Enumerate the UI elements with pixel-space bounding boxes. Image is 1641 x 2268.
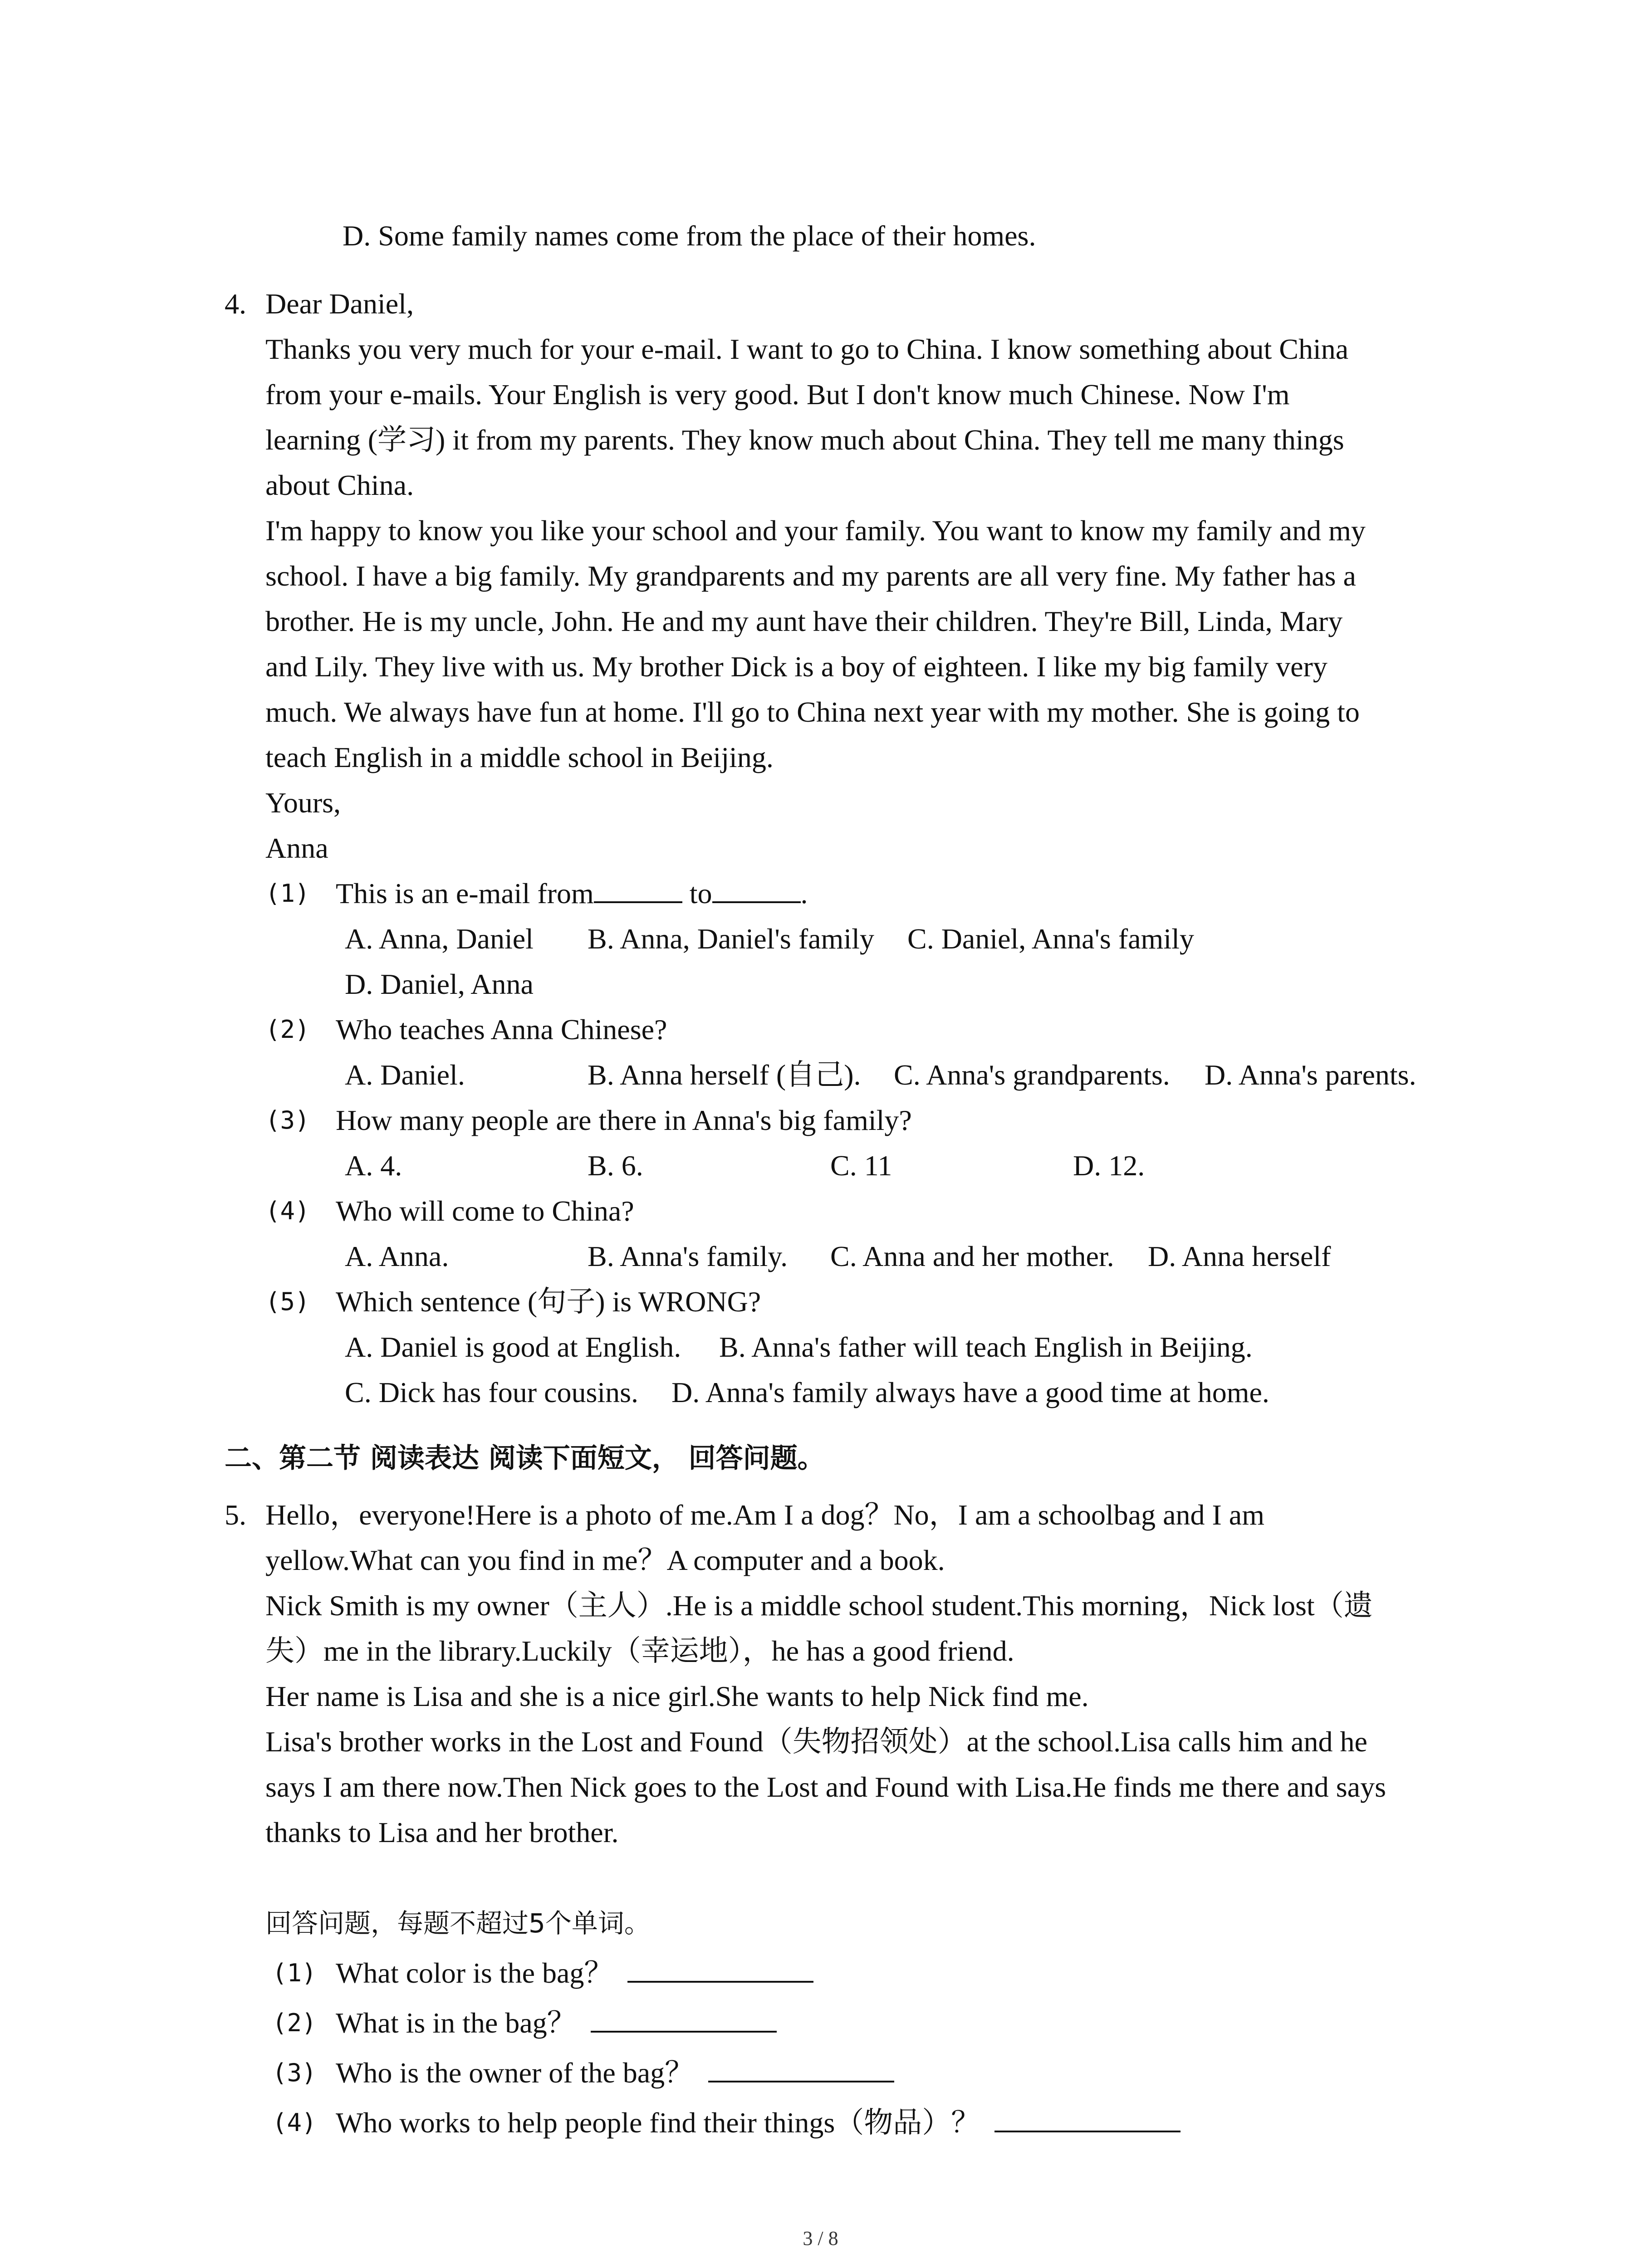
option-c[interactable]: C. 11 xyxy=(830,1149,892,1182)
stem-part: to xyxy=(682,877,712,909)
question-5-3-number: (3) xyxy=(272,2058,317,2087)
option-d[interactable]: D. 12. xyxy=(1073,1149,1145,1182)
passage-line: Nick Smith is my owner（主人）.He is a middle school student.This morning，Nick lost（遗 xyxy=(265,1589,1373,1622)
answer-blank[interactable] xyxy=(591,2004,777,2033)
option-d[interactable]: D. Anna's parents. xyxy=(1205,1059,1416,1091)
question-5-3 xyxy=(336,2050,894,2096)
question-5-2 xyxy=(336,2000,777,2046)
option-a[interactable]: A. Daniel. xyxy=(345,1059,465,1091)
answer-blank[interactable] xyxy=(708,2053,894,2082)
question-4-3-stem: How many people are there in Anna's big family? xyxy=(336,1104,912,1136)
option-a[interactable]: A. Anna, Daniel xyxy=(345,923,534,955)
option-a[interactable]: A. 4. xyxy=(345,1149,402,1182)
option-a[interactable]: A. Anna. xyxy=(345,1240,449,1272)
prev-option-d: D. Some family names come from the place of their homes. xyxy=(343,220,1036,252)
option-d[interactable]: D. Anna's family always have a good time at home. xyxy=(671,1376,1269,1408)
question-5-1-number: (1) xyxy=(272,1959,317,1987)
answer-blank[interactable] xyxy=(627,1954,813,1983)
letter-line: Yours, xyxy=(265,787,341,819)
passage-line: Lisa's brother works in the Lost and Found（失物招领处）at the school.Lisa calls him and he xyxy=(265,1725,1367,1758)
question-4-3-number: (3) xyxy=(265,1106,310,1134)
option-c[interactable]: C. Anna and her mother. xyxy=(830,1240,1114,1272)
letter-line: much. We always have fun at home. I'll go to China next year with my mother. She is going to xyxy=(265,696,1360,728)
option-c[interactable]: C. Daniel, Anna's family xyxy=(907,923,1194,955)
letter-line: school. I have a big family. My grandparents and my parents are all very fine. My father has a xyxy=(265,560,1356,592)
question-4-5-stem: Which sentence (句子) is WRONG? xyxy=(336,1286,761,1318)
letter-line: learning (学习) it from my parents. They know much about China. They tell me many things xyxy=(265,424,1344,456)
letter-line: Anna xyxy=(265,832,328,864)
section-heading: 二、第二节 阅读表达 阅读下面短文， 回答问题。 xyxy=(225,1442,825,1474)
option-b[interactable]: B. Anna's family. xyxy=(588,1240,788,1272)
question-4-2-number: (2) xyxy=(265,1015,310,1044)
question-5-number: 5. xyxy=(225,1499,246,1531)
option-b[interactable]: B. Anna herself (自己). xyxy=(588,1059,861,1091)
question-5-1 xyxy=(336,1950,813,1996)
question-4-1-stem xyxy=(336,871,808,916)
passage-line: Her name is Lisa and she is a nice girl.She wants to help Nick find me. xyxy=(265,1680,1089,1712)
option-a[interactable]: A. Daniel is good at English. xyxy=(345,1331,681,1363)
letter-line: Thanks you very much for your e-mail. I want to go to China. I know something about China xyxy=(265,333,1349,365)
answer-blank[interactable] xyxy=(712,874,801,903)
option-b[interactable]: B. Anna's father will teach English in Beijing. xyxy=(719,1331,1253,1363)
option-b[interactable]: B. Anna, Daniel's family xyxy=(588,923,874,955)
letter-line: from your e-mails. Your English is very good. But I don't know much Chinese. Now I'm xyxy=(265,378,1290,411)
question-text: Who works to help people find their things（物品）？ xyxy=(336,2107,980,2139)
answer-blank[interactable] xyxy=(594,874,682,903)
question-text: What color is the bag？ xyxy=(336,1957,613,1989)
option-c[interactable]: C. Anna's grandparents. xyxy=(894,1059,1170,1091)
letter-line: and Lily. They live with us. My brother Dick is a boy of eighteen. I like my big family very xyxy=(265,650,1327,683)
question-4-4-number: (4) xyxy=(265,1197,310,1225)
question-4-number: 4. xyxy=(225,288,246,320)
option-b[interactable]: B. 6. xyxy=(588,1149,643,1182)
option-d[interactable]: D. Anna herself xyxy=(1148,1240,1331,1272)
question-5-2-number: (2) xyxy=(272,2009,317,2037)
question-5-4-number: (4) xyxy=(272,2108,317,2137)
question-4-2-stem: Who teaches Anna Chinese? xyxy=(336,1013,667,1046)
question-4-5-number: (5) xyxy=(265,1287,310,1316)
question-4-1-number: (1) xyxy=(265,879,310,908)
answer-instruction: 回答问题，每题不超过5个单词。 xyxy=(265,1908,651,1939)
letter-line: about China. xyxy=(265,469,414,501)
option-d[interactable]: D. Daniel, Anna xyxy=(345,968,534,1000)
question-text: Who is the owner of the bag？ xyxy=(336,2057,694,2089)
letter-line: brother. He is my uncle, John. He and my aunt have their children. They're Bill, Linda, Mary xyxy=(265,605,1343,637)
letter-line: Dear Daniel, xyxy=(265,288,414,320)
question-4-4-stem: Who will come to China? xyxy=(336,1195,634,1227)
stem-part: This is an e-mail from xyxy=(336,877,594,909)
option-c[interactable]: C. Dick has four cousins. xyxy=(345,1376,639,1408)
letter-line: teach English in a middle school in Beijing. xyxy=(265,741,774,773)
passage-line: yellow.What can you find in me？A computer and a book. xyxy=(265,1544,945,1576)
letter-line: I'm happy to know you like your school and your family. You want to know my family and my xyxy=(265,514,1366,547)
answer-blank[interactable] xyxy=(994,2103,1181,2132)
question-text: What is in the bag？ xyxy=(336,2007,576,2039)
passage-line: says I am there now.Then Nick goes to the Lost and Found with Lisa.He finds me there and says xyxy=(265,1771,1386,1803)
passage-line: 失）me in the library.Luckily（幸运地），he has a good friend. xyxy=(265,1635,1014,1667)
passage-line: Hello，everyone!Here is a photo of me.Am I a dog？No，I am a schoolbag and I am xyxy=(265,1499,1264,1531)
question-5-4 xyxy=(336,2100,1181,2146)
page-number: 3 / 8 xyxy=(803,2227,838,2249)
stem-part: . xyxy=(800,877,808,909)
passage-line: thanks to Lisa and her brother. xyxy=(265,1816,619,1848)
